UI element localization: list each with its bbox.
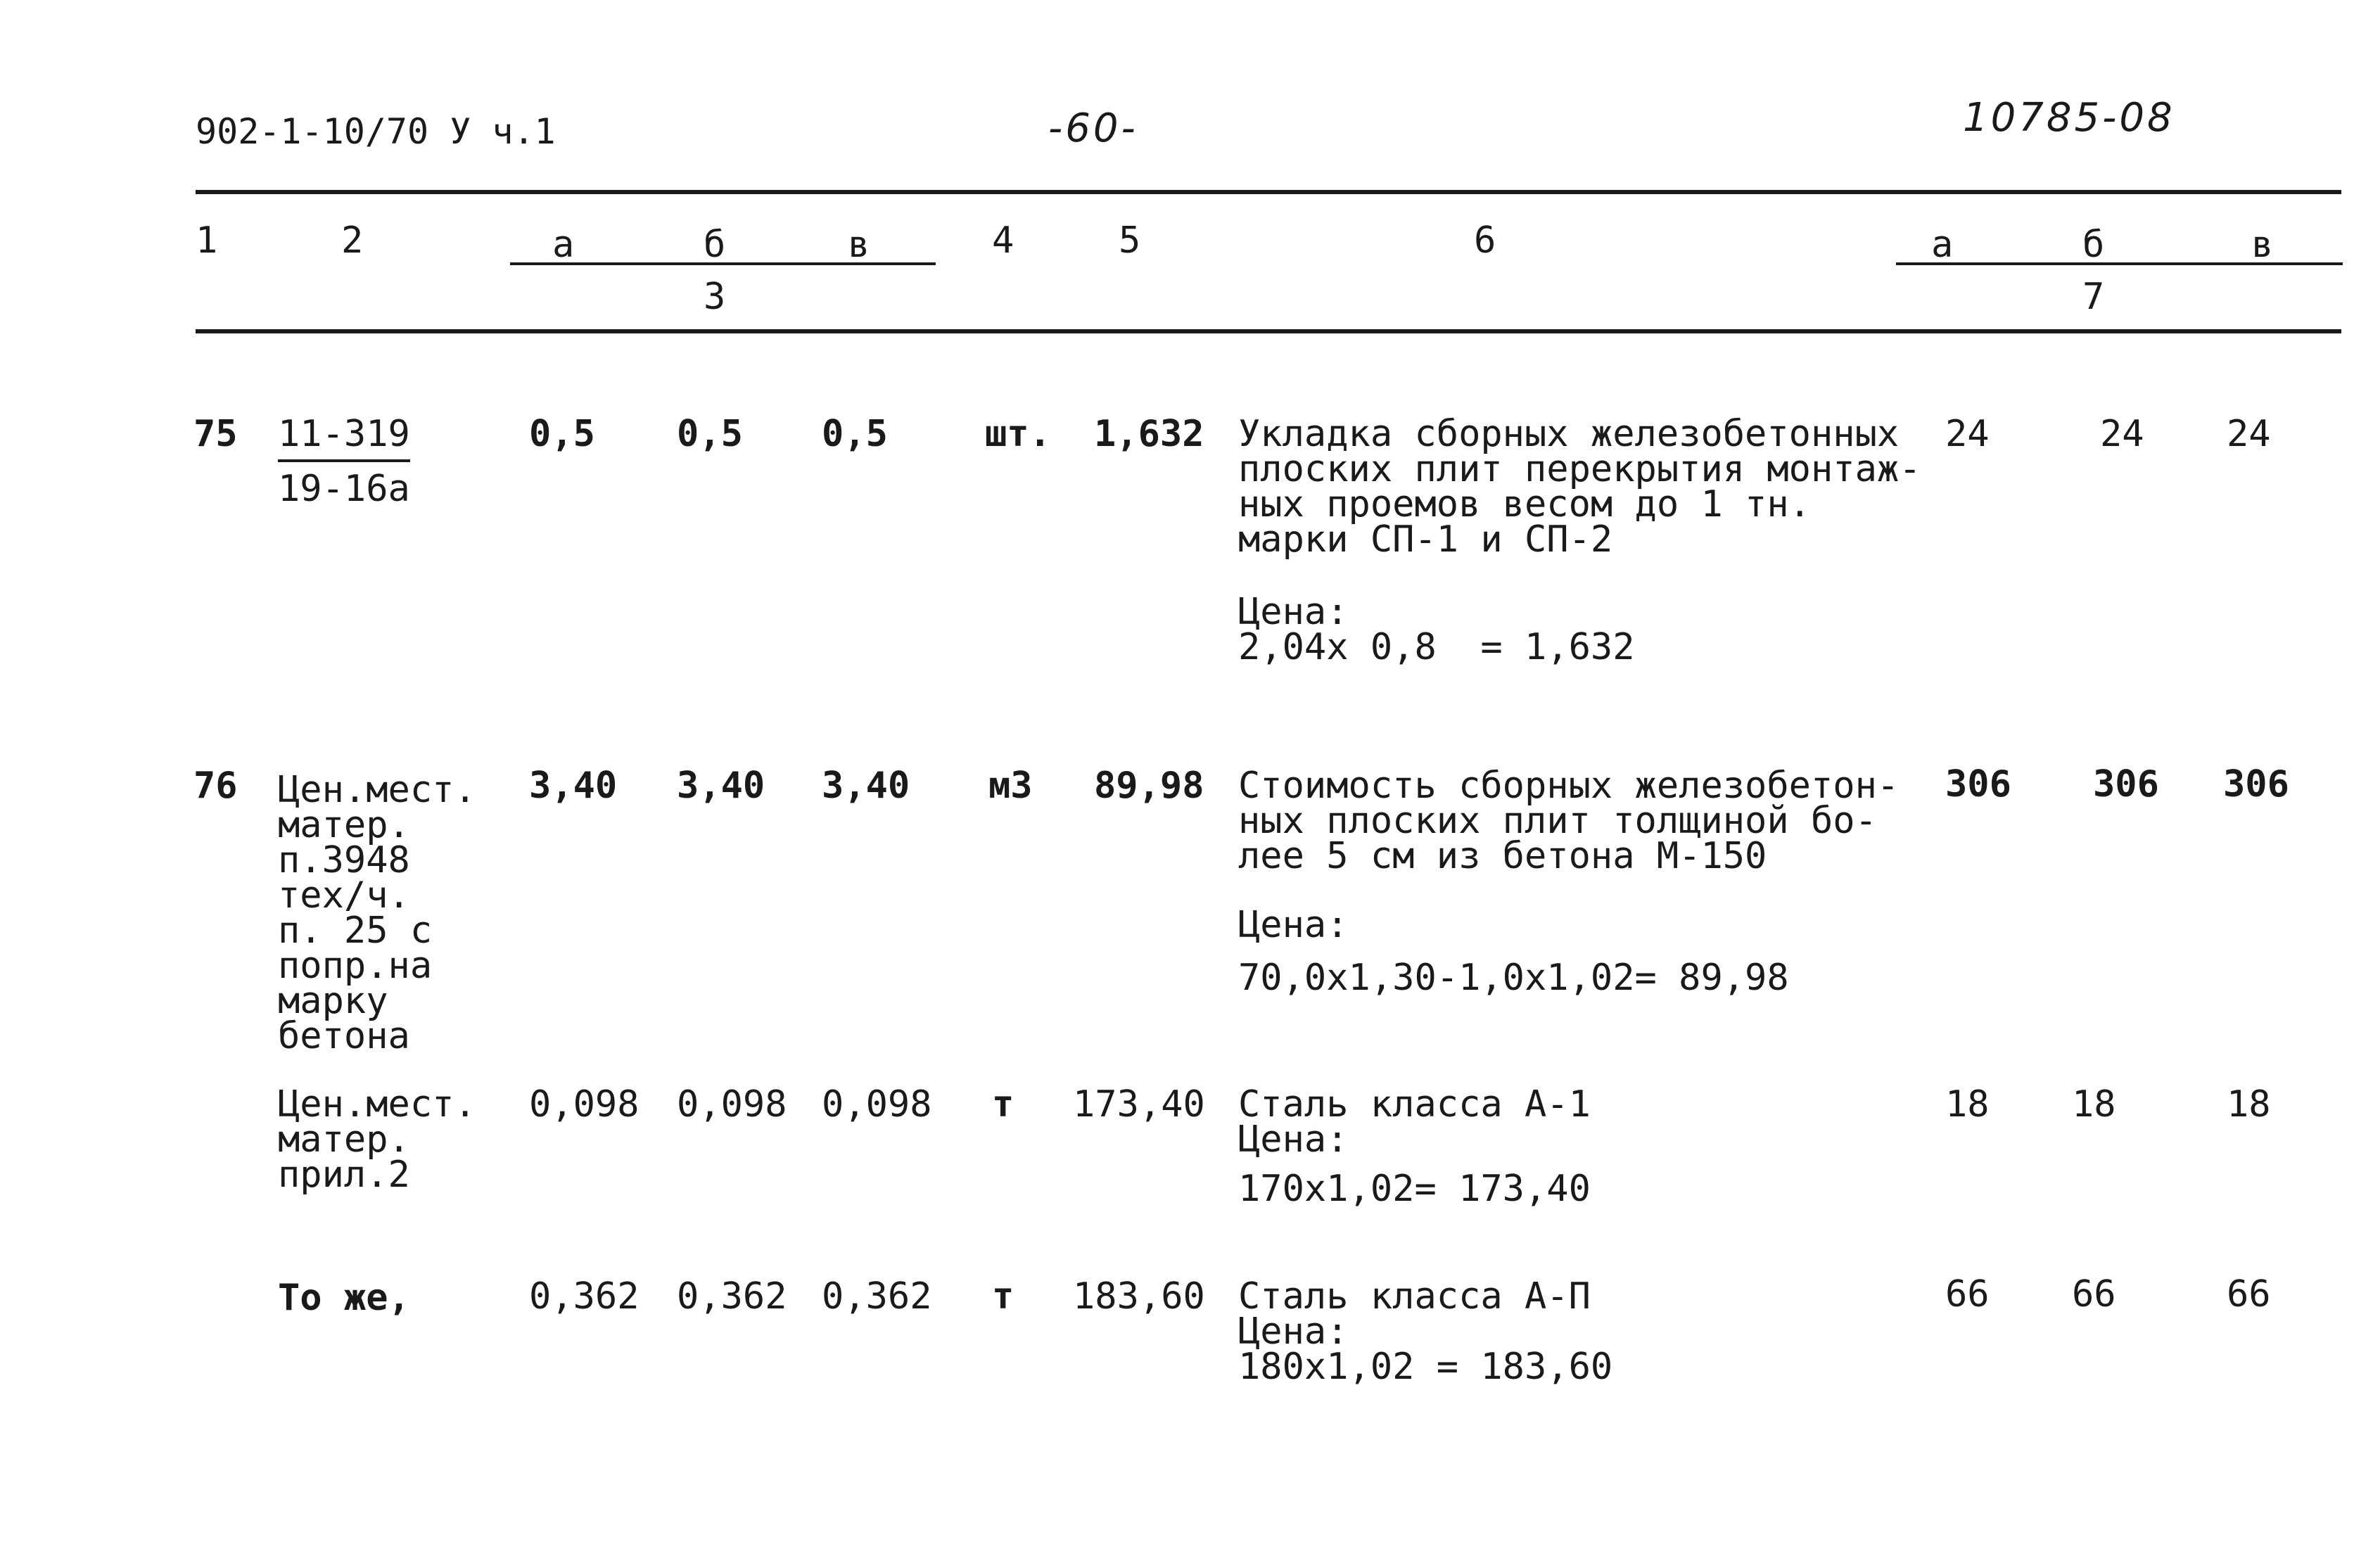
work-description: Стоимость сборных железобетон- ных плоских плит толщиной бо- лее 5 см из бетона М-150	[1238, 765, 1900, 877]
unit-price: 183,60	[1073, 1275, 1205, 1318]
qty-b: 3,40	[677, 765, 765, 807]
total-v: 24	[2227, 413, 2271, 455]
col-7-header: 7	[2082, 276, 2105, 318]
col-5-header: 5	[1119, 219, 1141, 262]
price-label: Цена:	[1238, 1311, 1349, 1353]
col-6-header: 6	[1474, 219, 1496, 262]
row-number: 76	[193, 765, 238, 807]
total-a: 18	[1945, 1083, 1990, 1126]
total-v: 66	[2227, 1273, 2271, 1315]
norm-code: Цен.мест. матер. прил.2	[278, 1083, 476, 1196]
col-7b-header: б	[2082, 224, 2105, 266]
price-label: Цена:	[1238, 1118, 1349, 1161]
total-a: 66	[1945, 1273, 1990, 1315]
unit: м3	[988, 765, 1033, 807]
unit: т	[992, 1275, 1014, 1318]
norm-code-top: 11-319	[278, 416, 410, 452]
total-b: 306	[2093, 763, 2159, 805]
col-2-header: 2	[341, 219, 364, 262]
qty-v: 0,098	[822, 1083, 932, 1126]
price-label: Цена:	[1238, 591, 1349, 633]
total-v: 306	[2223, 763, 2289, 805]
qty-b: 0,362	[677, 1275, 787, 1318]
qty-v: 0,5	[822, 413, 888, 455]
price-calculation: 2,04х 0,8 = 1,632	[1238, 626, 1635, 668]
row-number: 75	[193, 413, 238, 455]
col-1-header: 1	[196, 219, 218, 262]
norm-code: Цен.мест. матер. п.3948 тех/ч. п. 25 с попр.на марку бетона	[278, 769, 476, 1057]
table-top-rule	[196, 190, 2341, 194]
total-b: 24	[2100, 413, 2144, 455]
page-number: -60-	[1048, 106, 1138, 151]
total-b: 66	[2072, 1273, 2116, 1315]
norm-code: То же,	[278, 1277, 410, 1319]
col-3b-header: б	[704, 224, 726, 266]
qty-b: 0,5	[677, 413, 743, 455]
document-code: 902-1-10/70 У ч.1	[196, 111, 556, 152]
total-a: 306	[1945, 763, 2011, 805]
work-description: Сталь класса А-П	[1238, 1275, 1591, 1318]
qty-v: 0,362	[822, 1275, 932, 1318]
total-a: 24	[1945, 413, 1990, 455]
col-3-header: 3	[704, 276, 726, 318]
unit: т	[992, 1083, 1014, 1126]
col7-group-rule	[1896, 262, 2343, 265]
qty-b: 0,098	[677, 1083, 787, 1126]
unit-price: 1,632	[1094, 413, 1204, 455]
archive-number: 10785-08	[1963, 95, 2175, 141]
price-calculation: 180х1,02 = 183,60	[1238, 1346, 1613, 1388]
norm-code-bottom: 19-16а	[278, 468, 410, 510]
total-v: 18	[2227, 1083, 2271, 1126]
unit: шт.	[985, 413, 1051, 455]
col-4-header: 4	[992, 219, 1014, 262]
price-calculation: 70,0х1,30-1,0х1,02= 89,98	[1238, 957, 1789, 999]
col-3v-header: в	[848, 224, 870, 266]
qty-a: 3,40	[529, 765, 618, 807]
qty-a: 0,362	[529, 1275, 640, 1318]
unit-price: 89,98	[1094, 765, 1204, 807]
total-b: 18	[2072, 1083, 2116, 1126]
qty-a: 0,098	[529, 1083, 640, 1126]
col-7v-header: в	[2251, 224, 2274, 266]
qty-v: 3,40	[822, 765, 910, 807]
col-7a-header: а	[1931, 224, 1954, 266]
col-3a-header: а	[552, 224, 575, 266]
unit-price: 173,40	[1073, 1083, 1205, 1126]
price-label: Цена:	[1238, 904, 1349, 946]
work-description: Укладка сборных железобетонных плоских плит перекрытия монтаж- ных проемов весом до 1 тн. марки СП-1 и СП-2	[1238, 413, 1921, 561]
work-description: Сталь класса А-1	[1238, 1083, 1591, 1126]
table-header-bottom-rule	[196, 329, 2341, 333]
qty-a: 0,5	[529, 413, 595, 455]
price-calculation: 170х1,02= 173,40	[1238, 1168, 1591, 1210]
